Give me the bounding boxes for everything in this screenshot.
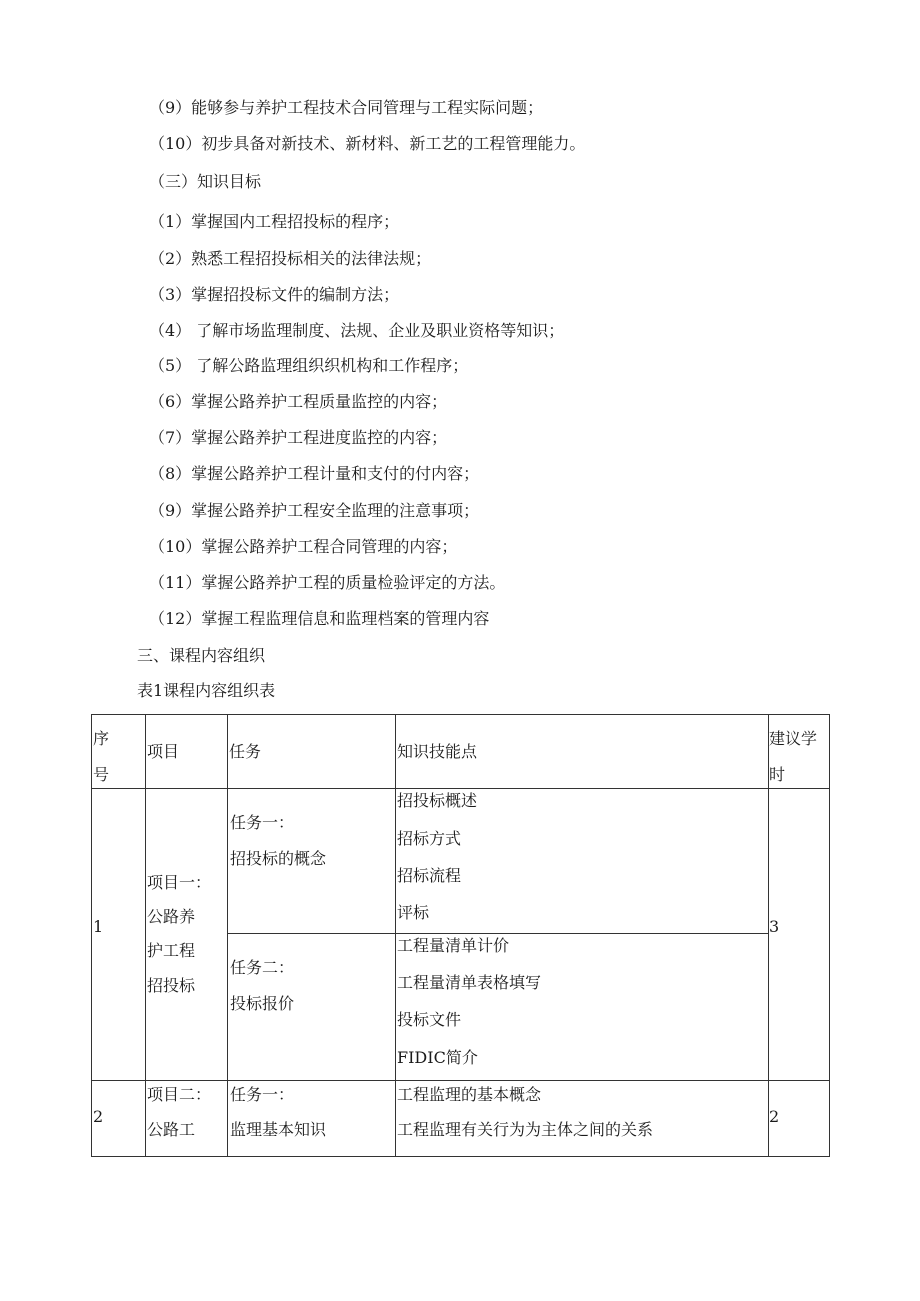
knowledge-heading: （三）知识目标 — [149, 172, 262, 191]
row1-task2: 任务二： 投标报价 — [228, 934, 396, 1081]
row2-hours: 2 — [769, 1081, 830, 1157]
section-heading: 三、课程内容组织 — [137, 646, 266, 665]
knowledge-item: （3）掌握招投标文件的编制方法； — [149, 285, 400, 304]
row2-project: 项目二： 公路工 — [146, 1081, 228, 1157]
knowledge-item: （10）掌握公路养护工程合同管理的内容； — [149, 537, 458, 556]
row2-points: 工程监理的基本概念 工程监理有关行为为主体之间的关系 — [396, 1081, 769, 1157]
knowledge-item: （4） 了解市场监理制度、法规、企业及职业资格等知识； — [149, 321, 565, 340]
course-content-table — [91, 714, 830, 1157]
row2-no: 2 — [92, 1081, 146, 1157]
ability-item: （10）初步具备对新技术、新材料、新工艺的工程管理能力。 — [149, 134, 586, 153]
row1-no: 1 — [92, 789, 146, 1081]
row1-task2-points: 工程量清单计价 工程量清单表格填写 投标文件 FIDIC简介 — [396, 934, 769, 1081]
row1-task1-points: 招投标概述 招标方式 招标流程 评标 — [396, 789, 769, 934]
row1-task1: 任务一： 招投标的概念 — [228, 789, 396, 934]
row1-project: 项目一： 公路养 护工程 招投标 — [146, 789, 228, 1081]
knowledge-item: （2）熟悉工程招投标相关的法律法规； — [149, 249, 432, 268]
knowledge-item: （7）掌握公路养护工程进度监控的内容； — [149, 428, 448, 447]
table-caption: 表1课程内容组织表 — [137, 681, 276, 700]
knowledge-item: （6）掌握公路养护工程质量监控的内容； — [149, 392, 448, 411]
knowledge-item: （11）掌握公路养护工程的质量检验评定的方法。 — [149, 573, 506, 592]
header-suggested-hours: 建议学 时 — [769, 715, 830, 789]
ability-item: （9）能够参与养护工程技术合同管理与工程实际问题； — [149, 98, 544, 117]
header-task: 任务 — [228, 715, 396, 789]
knowledge-item: （8）掌握公路养护工程计量和支付的付内容； — [149, 464, 480, 483]
knowledge-item: （12）掌握工程监理信息和监理档案的管理内容 — [149, 609, 490, 628]
table-row — [92, 1081, 830, 1157]
row2-task: 任务一： 监理基本知识 — [228, 1081, 396, 1157]
header-no: 序 号 — [92, 715, 146, 789]
knowledge-item: （1）掌握国内工程招投标的程序； — [149, 212, 400, 231]
header-knowledge-points: 知识技能点 — [396, 715, 769, 789]
row1-hours: 3 — [769, 789, 830, 1081]
header-project: 项目 — [146, 715, 228, 789]
knowledge-item: （5） 了解公路监理组织织机构和工作程序； — [149, 356, 469, 375]
knowledge-item: （9）掌握公路养护工程安全监理的注意事项； — [149, 501, 480, 520]
table-header-row — [92, 715, 830, 789]
table-row — [92, 789, 830, 934]
